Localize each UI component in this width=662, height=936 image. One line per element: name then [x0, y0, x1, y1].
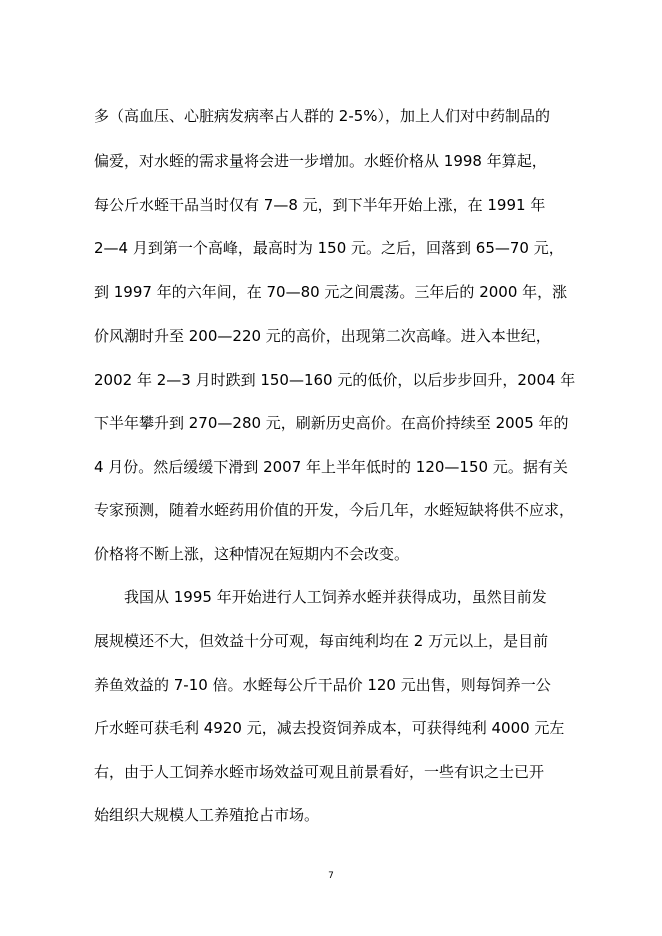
paragraph-1-line-10: 专家预测，随着水蛭药用价值的开发，今后几年，水蛭短缺将供不应求， [94, 501, 575, 519]
paragraph-2-line-5: 右，由于人工饲养水蛭市场效益可观且前景看好，一些有识之士已开 [94, 763, 545, 781]
paragraph-1-line-4: 2—4 月到第一个高峰，最高时为 150 元。之后，回落到 65—70 元， [94, 239, 564, 257]
paragraph-1-line-8: 下半年攀升到 270—280 元，刷新历史高价。在高价持续至 2005 年的 [94, 414, 569, 432]
paragraph-1-line-1: 多（高血压、心脏病发病率占人群的 2-5%），加上人们对中药制品的 [94, 107, 551, 125]
paragraph-1-line-11: 价格将不断上涨，这种情况在短期内不会改变。 [94, 545, 410, 563]
paragraph-2-line-4: 斤水蛭可获毛利 4920 元，减去投资饲养成本，可获得纯利 4000 元左 [94, 719, 565, 737]
paragraph-2-line-2: 展规模还不大，但效益十分可观，每亩纯利均在 2 万元以上，是目前 [94, 632, 549, 650]
paragraph-2-line-6: 始组织大规模人工养殖抢占市场。 [94, 806, 320, 824]
paragraph-1-line-3: 每公斤水蛭干品当时仅有 7—8 元，到下半年开始上涨，在 1991 年 [94, 196, 546, 214]
page-number: 7 [328, 871, 334, 881]
paragraph-1-line-6: 价风潮时升至 200—220 元的高价，出现第二次高峰。进入本世纪， [94, 327, 551, 345]
paragraph-2-line-3: 养鱼效益的 7-10 倍。水蛭每公斤干品价 120 元出售，则每饲养一公 [94, 676, 551, 694]
paragraph-1-line-7: 2002 年 2—3 月时跌到 150—160 元的低价，以后步步回升，2004 年 [94, 371, 576, 389]
paragraph-2-line-1: 我国从 1995 年开始进行人工饲养水蛭并获得成功，虽然目前发 [124, 588, 547, 606]
paragraph-1-line-5: 到 1997 年的六年间，在 70—80 元之间震荡。三年后的 2000 年，涨 [94, 283, 568, 301]
paragraph-1-line-2: 偏爱，对水蛭的需求量将会进一步增加。水蛭价格从 1998 年算起， [94, 152, 547, 170]
paragraph-1-line-9: 4 月份。然后缓缓下滑到 2007 年上半年低时的 120—150 元。据有关 [94, 458, 568, 476]
